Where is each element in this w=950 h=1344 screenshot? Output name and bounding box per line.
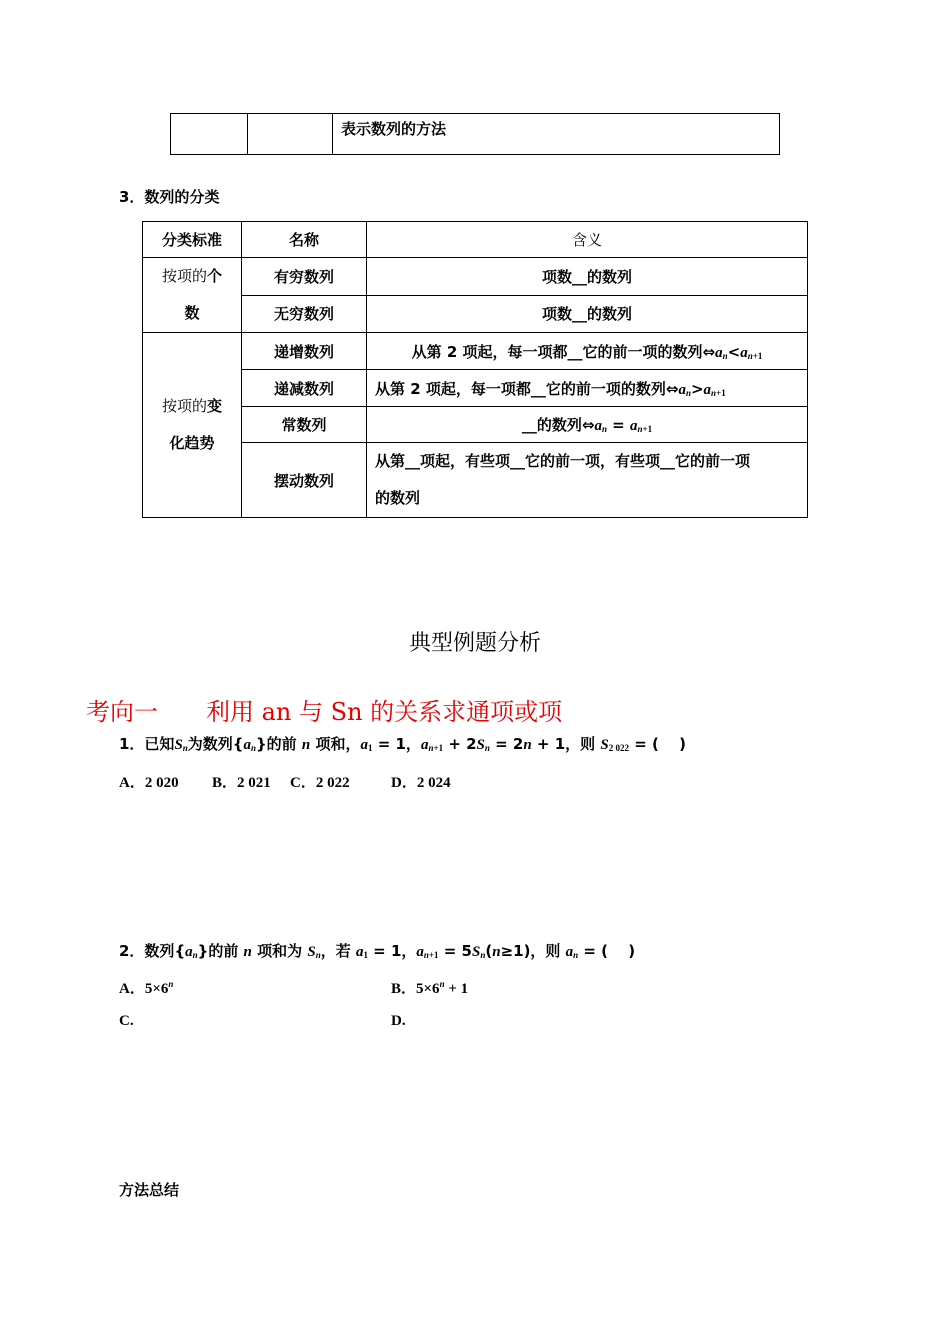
row-constant-meaning: __的数列$\Leftrightarrow a_n = a_{n+1}$ [367, 407, 808, 443]
q2-option-a[interactable]: A．$5\times 6^n$ [119, 979, 174, 997]
q2-option-c[interactable]: C. [119, 1013, 134, 1029]
section3-heading: 3．数列的分类 [119, 188, 220, 206]
row-infinite-meaning: 项数__的数列 [367, 295, 808, 333]
question-1: 1．已知$S_n$为数列$\{a_n\}$的前 n 项和，$a_1 = 1$，$a_{n+1} + 2S_n = 2n + 1$，则 $S_{2 022}$ = ( ) [119, 735, 686, 753]
classification-table [142, 221, 808, 518]
top-table-cell-2 [248, 114, 333, 155]
row-decreasing-name: 递减数列 [242, 370, 367, 407]
top-table [170, 113, 780, 155]
header-name: 名称 [242, 222, 367, 258]
topic-heading: 考向一 利用 an 与 Sn 的关系求通项或项 [86, 698, 563, 726]
row-increasing-name: 递增数列 [242, 333, 367, 370]
q1-option-c[interactable]: C．2 022 [290, 775, 350, 791]
q1-option-b[interactable]: B．2 021 [212, 775, 271, 791]
header-criteria: 分类标准 [143, 222, 242, 258]
q2-option-b[interactable]: B．$5\times 6^n + 1$ [391, 979, 469, 997]
group-count-label: 按项的个 数 [143, 258, 242, 333]
row-increasing-meaning: 从第 2 项起，每一项都__它的前一项的数列$\Leftrightarrow a_n<a_{n+1}$ [367, 333, 808, 370]
row-finite-meaning: 项数__的数列 [367, 258, 808, 296]
examples-title: 典型例题分析 [408, 631, 541, 656]
header-meaning: 含义 [367, 222, 808, 258]
row-oscillating-name: 摆动数列 [242, 443, 367, 518]
row-decreasing-meaning: 从第 2 项起，每一项都__它的前一项的数列$\Leftrightarrow a_n>a_{n+1}$ [367, 370, 808, 407]
row-oscillating-meaning: 从第__项起，有些项__它的前一项，有些项__它的前一项 的数列 [367, 443, 808, 518]
row-constant-name: 常数列 [242, 407, 367, 443]
method-summary: 方法总结 [119, 1181, 180, 1199]
top-table-cell-1 [171, 114, 248, 155]
q1-option-a[interactable]: A．2 020 [119, 775, 179, 791]
row-finite-name: 有穷数列 [242, 258, 367, 296]
group-trend-label: 按项的变 化趋势 [143, 333, 242, 518]
q1-option-d[interactable]: D．2 024 [391, 775, 451, 791]
row-infinite-name: 无穷数列 [242, 295, 367, 333]
question-2: 2．数列$\{a_n\}$的前 n 项和为 $S_n$，若 $a_1 = 1$，$a_{n+1} = 5S_n(n\ge 1)$，则 $a_n$ = ( ) [119, 942, 636, 960]
top-table-cell-3: 表示数列的方法 [333, 114, 780, 155]
q2-option-d[interactable]: D. [391, 1013, 406, 1029]
